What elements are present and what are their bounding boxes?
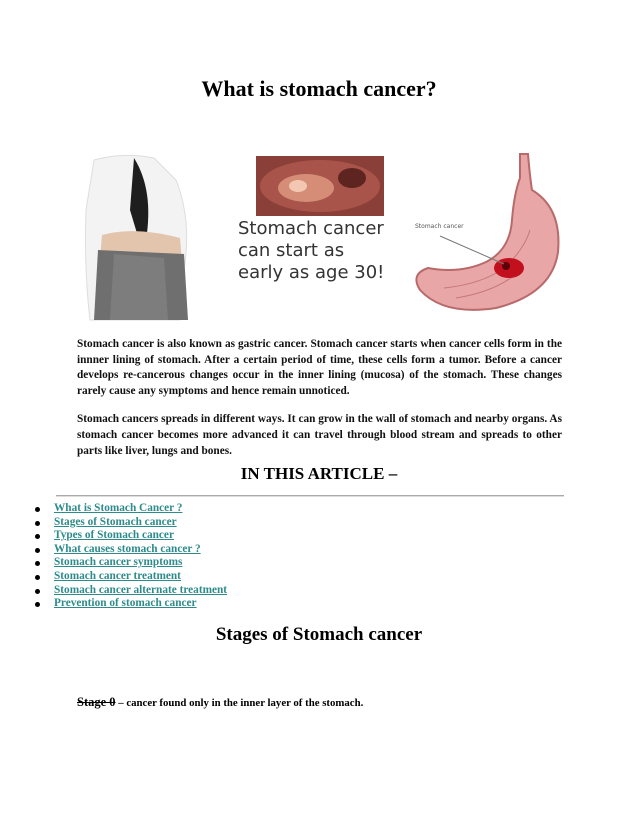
intro-text [77, 337, 562, 472]
bullet-icon [35, 602, 40, 607]
stage-0-line [77, 693, 363, 711]
bullet-icon [35, 575, 40, 580]
bullet-icon [35, 521, 40, 526]
bullet-icon [35, 507, 40, 512]
article-toc [35, 502, 227, 611]
woman-holding-stomach-image [86, 155, 189, 320]
hero-image [84, 150, 574, 322]
endoscopy-image [256, 156, 384, 216]
hero-caption-line-1: Stomach cancer [238, 218, 384, 239]
toc-item [35, 584, 227, 598]
anatomy-label: Stomach cancer [415, 223, 464, 230]
toc-link-alternate-treatment[interactable]: Stomach cancer alternate treatment [54, 583, 228, 596]
stage-0-label: Stage 0 [77, 695, 116, 709]
hero-caption-line-3: early as age 30! [238, 262, 385, 283]
bullet-icon [35, 534, 40, 539]
divider [56, 495, 564, 497]
toc-link-prevention[interactable]: Prevention of stomach cancer [54, 597, 197, 610]
hero-caption-line-2: can start as [238, 240, 345, 261]
toc-link-treatment[interactable]: Stomach cancer treatment [54, 569, 181, 582]
hero-caption [238, 218, 384, 283]
intro-paragraph: Stomach cancer is also known as gastric cancer. Stomach cancer starts when cancer cells form in the innner lining of stomach. After a certain period of time, these cells form a tumor. Before a cancer develops re-cancerous changes occur in the inner lining (mucosa) of the stomach. These changes rarely cause any symptoms and hence remain unnoticed. [77, 338, 562, 397]
toc-item [35, 597, 227, 611]
toc-item [35, 570, 227, 584]
toc-link-stages[interactable]: Stages of Stomach cancer [54, 515, 177, 528]
page-title: What is stomach cancer? [201, 76, 437, 101]
toc-item [35, 543, 227, 557]
toc-link-causes[interactable]: What causes stomach cancer ? [54, 542, 201, 555]
toc-item [35, 516, 227, 530]
stomach-anatomy-image [415, 154, 558, 310]
toc-item [35, 529, 227, 543]
spread-paragraph: Stomach cancers spreads in different ways. It can grow in the wall of stomach and nearby organs. As stomach cancer becomes more advanced it can travel through blood stream and spreads to other parts like liver, lungs and bones. [77, 413, 562, 457]
toc-link-types[interactable]: Types of Stomach cancer [54, 529, 174, 542]
toc-item [35, 502, 227, 516]
article-heading: IN THIS ARTICLE – [240, 464, 398, 483]
section-heading-stages: Stages of Stomach cancer [215, 624, 423, 645]
bullet-icon [35, 548, 40, 553]
toc-link-what-is-stomach-cancer[interactable]: What is Stomach Cancer ? [54, 502, 183, 514]
bullet-icon [35, 589, 40, 594]
bullet-icon [35, 561, 40, 566]
toc-link-symptoms[interactable]: Stomach cancer symptoms [54, 556, 183, 569]
toc-item [35, 556, 227, 570]
stage-0-description: – cancer found only in the inner layer of the stomach. [115, 697, 364, 709]
